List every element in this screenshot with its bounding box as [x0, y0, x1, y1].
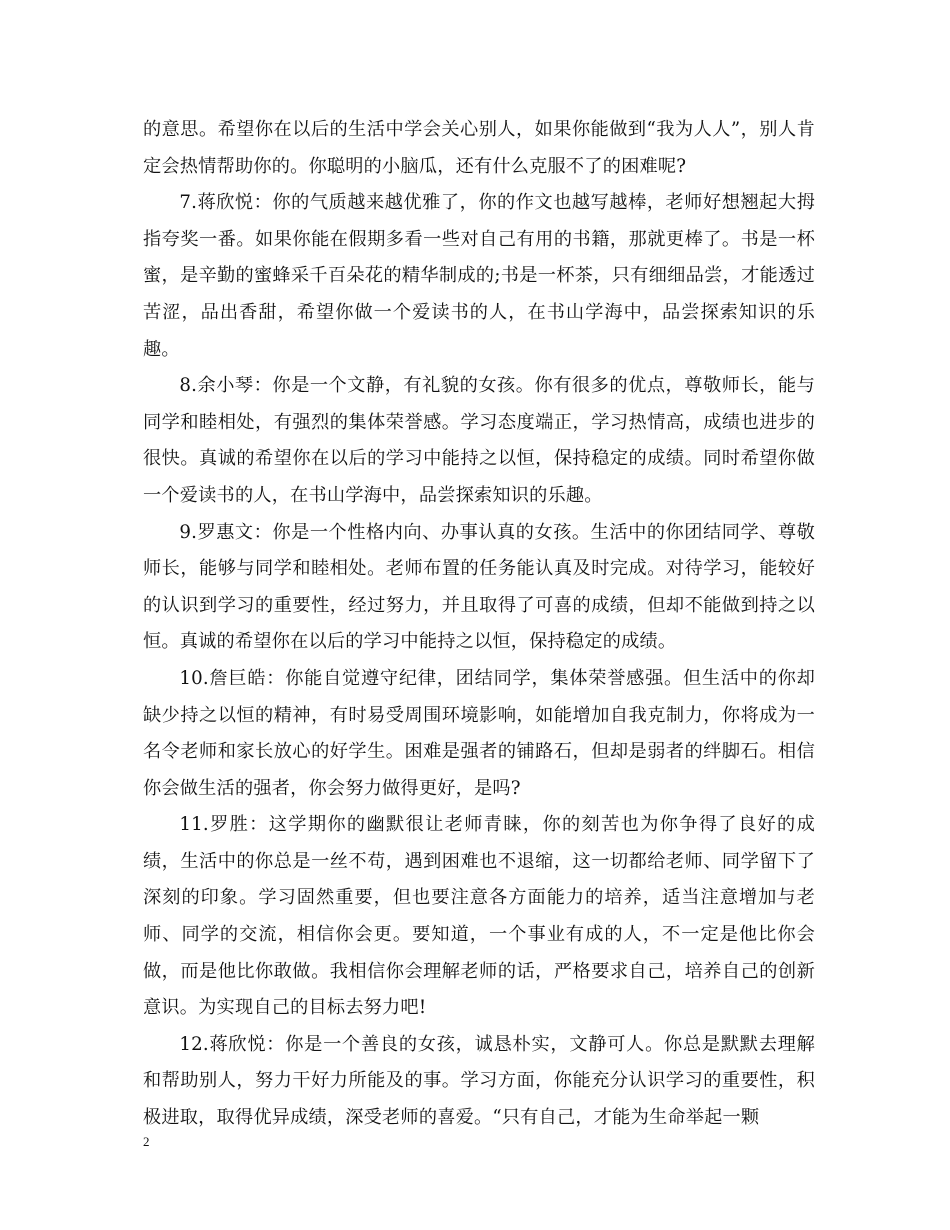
document-body [143, 112, 815, 1137]
paragraph-comment-11: 11.罗胜：这学期你的幽默很让老师青睐，你的刻苦也为你争得了良好的成绩，生活中的你总是一丝不苟，遇到困难也不退缩，这一切都给老师、同学留下了深刻的印象。学习固然重要，但也要注意各方面能力的培养，适当注意增加与老师、同学的交流，相信你会更。要知道，一个事业有成的人，不一定是他比你会做，而是他比你敢做。我相信你会理解老师的话，严格要求自己，培养自己的创新意识。为实现自己的目标去努力吧! [143, 814, 815, 1019]
paragraph-comment-12: 12.蒋欣悦：你是一个善良的女孩，诚恳朴实，文静可人。你总是默默去理解和帮助别人，努力干好力所能及的事。学习方面，你能充分认识学习的重要性，积极进取，取得优异成绩，深受老师的喜爱。“只有自己，才能为生命举起一颗 [143, 1033, 815, 1129]
paragraph-comment-8: 8.余小琴：你是一个文静，有礼貌的女孩。你有很多的优点，尊敬师长，能与同学和睦相处，有强烈的集体荣誉感。学习态度端正，学习热情高，成绩也进步的很快。真诚的希望你在以后的学习中能持之以恒，保持稳定的成绩。同时希望你做一个爱读书的人，在书山学海中，品尝探索知识的乐趣。 [143, 375, 815, 506]
paragraph-comment-9: 9.罗惠文：你是一个性格内向、办事认真的女孩。生活中的你团结同学、尊敬师长，能够与同学和睦相处。老师布置的任务能认真及时完成。对待学习，能较好的认识到学习的重要性，经过努力，并且取得了可喜的成绩，但却不能做到持之以恒。真诚的希望你在以后的学习中能持之以恒，保持稳定的成绩。 [143, 521, 815, 653]
paragraph-comment-10: 10.詹巨皓：你能自觉遵守纪律，团结同学，集体荣誉感强。但生活中的你却缺少持之以恒的精神，有时易受周围环境影响，如能增加自我克制力，你将成为一名令老师和家长放心的好学生。困难是强者的铺路石，但却是弱者的绊脚石。相信你会做生活的强者，你会努力做得更好，是吗? [143, 667, 815, 799]
paragraph-continuation: 的意思。希望你在以后的生活中学会关心别人，如果你能做到“我为人人”，别人肯定会热情帮助你的。你聪明的小脑瓜，还有什么克服不了的困难呢? [143, 119, 815, 177]
paragraph-comment-7: 7.蒋欣悦：你的气质越来越优雅了，你的作文也越写越棒，老师好想翘起大拇指夸奖一番。如果你能在假期多看一些对自己有用的书籍，那就更棒了。书是一杯蜜，是辛勤的蜜蜂采千百朵花的精华制成的;书是一杯茶，只有细细品尝，才能透过苦涩，品出香甜，希望你做一个爱读书的人，在书山学海中，品尝探索知识的乐趣。 [143, 192, 815, 360]
page-number: 2 [143, 1134, 150, 1149]
